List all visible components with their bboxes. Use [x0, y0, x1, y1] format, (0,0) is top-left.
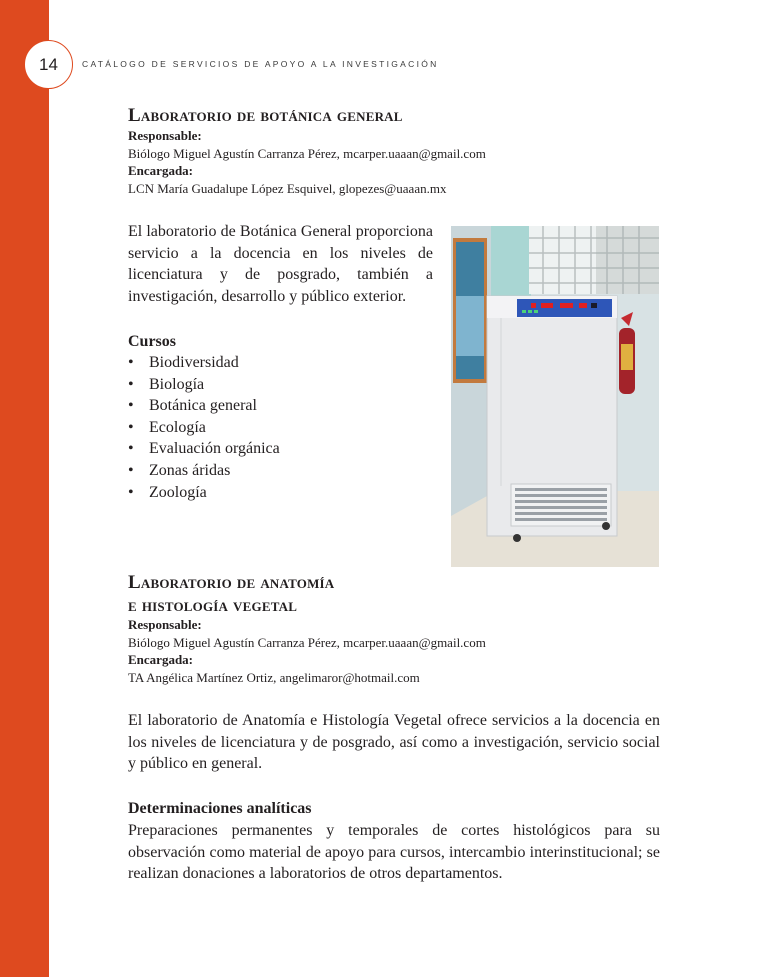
lab2-responsable: Biólogo Miguel Agustín Carranza Pérez, mcarper.uaaan@gmail.com: [128, 635, 486, 650]
list-item: • Biología: [128, 374, 280, 396]
lab1-course-list: [128, 352, 280, 503]
running-head: CATÁLOGO DE SERVICIOS DE APOYO A LA INVESTIGACIÓN: [82, 59, 439, 69]
lab1-responsable-label: Responsable:: [128, 128, 202, 143]
lab2-encargada: TA Angélica Martínez Ortiz, angelimaror@hotmail.com: [128, 670, 420, 685]
lab-equipment-photo: [451, 226, 659, 567]
lab2-encargada-label: Encargada:: [128, 652, 193, 667]
lab2-description: El laboratorio de Anatomía e Histología Vegetal ofrece servicios a la docencia en los niveles de licenciatura y de posgrado, así como a investigación, servicio social y público en general.: [128, 712, 660, 772]
lab1-encargada-label: Encargada:: [128, 163, 193, 178]
list-item: • Zonas áridas: [128, 460, 280, 482]
list-item: • Botánica general: [128, 395, 280, 417]
lab2-analytics-text: Preparaciones permanentes y temporales de cortes histológicos para su observación como material de apoyo para cursos, intercambio interinstitucional; se realizan donaciones a laboratorios de otros departamentos.: [128, 822, 660, 882]
lab2-title-line1: Laboratorio de anatomía: [128, 572, 335, 593]
lab1-courses-heading: Cursos: [128, 333, 177, 350]
list-item: • Biodiversidad: [128, 352, 280, 374]
list-item: • Evaluación orgánica: [128, 438, 280, 460]
lab1-responsable: Biólogo Miguel Agustín Carranza Pérez, mcarper.uaaan@gmail.com: [128, 146, 486, 161]
lab1-description: El laboratorio de Botánica General proporciona servicio a la docencia en los niveles de licenciatura y de posgrado, también a investigación, desarrollo y público exterior.: [128, 223, 433, 305]
lab2-analytics-heading: Determinaciones analíticas: [128, 800, 312, 817]
list-item: • Ecología: [128, 417, 280, 439]
lab1-title: Laboratorio de botánica general: [128, 105, 403, 126]
list-item: • Zoología: [128, 482, 280, 504]
lab2-title-line2: e histología vegetal: [128, 595, 298, 616]
lab2-responsable-label: Responsable:: [128, 617, 202, 632]
page-number: 14: [24, 40, 73, 89]
lab1-encargada: LCN María Guadalupe López Esquivel, glopezes@uaaan.mx: [128, 181, 447, 196]
side-accent-bar: [0, 0, 49, 977]
